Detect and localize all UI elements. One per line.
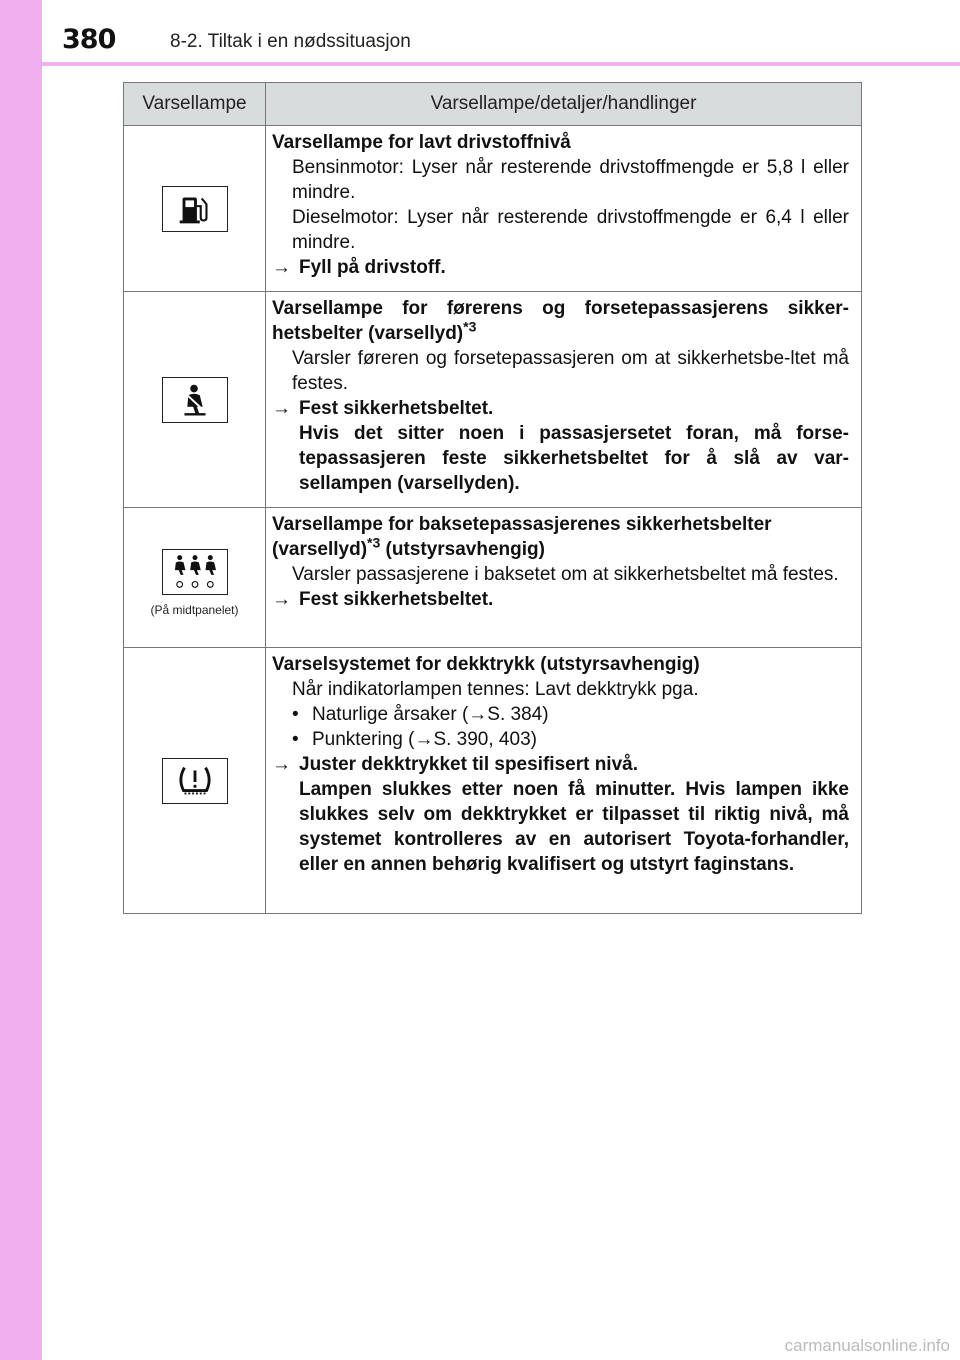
section-title: 8-2. Tiltak i en nødssituasjon <box>170 31 411 52</box>
action-text: Juster dekktrykket til spesifisert nivå. <box>299 754 638 775</box>
page-number: 380 <box>62 24 116 55</box>
description-cell <box>266 292 862 508</box>
list-item-text: Punktering (→S. 390, 403) <box>312 729 537 750</box>
rear-seatbelt-icon <box>162 549 228 595</box>
arrow-icon: → <box>272 257 291 278</box>
row-title-text: Varsellampe for baksetepassasjerenes sikkerhetsbelter (varsellyd) <box>272 514 772 560</box>
side-accent-bar <box>0 0 42 1360</box>
row-action <box>272 396 849 421</box>
icon-cell <box>124 292 266 508</box>
row-action <box>272 587 849 612</box>
bullet-icon: • <box>292 729 299 750</box>
action-text: Fest sikkerhetsbeltet. <box>299 589 494 610</box>
table-header-row <box>124 83 862 126</box>
table-row <box>124 126 862 292</box>
col2-header: Varsellampe/detaljer/handlinger <box>266 83 862 126</box>
arrow-icon: → <box>272 589 291 610</box>
list-item-text: Naturlige årsaker (→S. 384) <box>312 704 549 725</box>
footnote-marker: *3 <box>367 534 381 551</box>
row-title: Varsellampe for lavt drivstoffnivå <box>272 132 571 153</box>
footnote-marker: *3 <box>463 318 477 335</box>
row-body: Når indikatorlampen tennes: Lavt dekktrykk pga. <box>292 679 699 700</box>
row-action <box>272 255 849 280</box>
col1-header: Varsellampe <box>124 83 266 126</box>
fuel-pump-icon <box>162 186 228 232</box>
watermark-footer: carmanualsonline.info <box>784 1336 950 1355</box>
description-cell <box>266 126 862 292</box>
row-title <box>272 512 849 562</box>
list-item <box>272 727 849 752</box>
bullet-icon: • <box>292 704 299 725</box>
row-title-suffix: (utstyrsavhengig) <box>380 539 545 560</box>
action-detail: Hvis det sitter noen i passasjersetet foran, må forse-tepassasjeren feste sikkerhetsbeltet for å slå av var-sellampen (varsellyden). <box>299 423 849 494</box>
arrow-icon: → <box>272 754 291 775</box>
row-title <box>272 296 849 346</box>
row-action <box>272 752 849 777</box>
warning-lights-table <box>123 82 862 914</box>
table-row <box>124 648 862 914</box>
icon-cell <box>124 126 266 292</box>
row-line: Dieselmotor: Lyser når resterende drivstoffmengde er 6,4 l eller mindre. <box>292 207 849 253</box>
row-body: Varsler passasjerene i baksetet om at sikkerhetsbeltet må festes. <box>292 564 839 585</box>
row-title: Varselsystemet for dekktrykk (utstyrsavhengig) <box>272 654 700 675</box>
action-detail: Lampen slukkes etter noen få minutter. Hvis lampen ikke slukkes selv om dekktrykket er tilpasset til riktig nivå, må systemet kontrolleres av en autorisert Toyota-forhandler, eller en annen behørig kvalifisert og utstyrt faginstans. <box>299 779 849 875</box>
header-rule <box>42 62 960 66</box>
description-cell <box>266 508 862 648</box>
icon-note: (På midtpanelet) <box>150 602 239 617</box>
icon-cell <box>124 648 266 914</box>
icon-cell <box>124 508 266 648</box>
tire-pressure-icon <box>162 758 228 804</box>
action-text: Fest sikkerhetsbeltet. <box>299 398 494 419</box>
row-line: Bensinmotor: Lyser når resterende drivstoffmengde er 5,8 l eller mindre. <box>292 157 849 203</box>
seatbelt-icon <box>162 377 228 423</box>
action-text: Fyll på drivstoff. <box>299 257 446 278</box>
row-title-text: Varsellampe for førerens og forsetepassasjerens sikker-hetsbelter (varsellyd) <box>272 298 849 344</box>
arrow-icon: → <box>272 398 291 419</box>
table-row <box>124 292 862 508</box>
table-row <box>124 508 862 648</box>
description-cell <box>266 648 862 914</box>
row-body: Varsler føreren og forsetepassasjeren om at sikkerhetsbe-ltet må festes. <box>292 348 849 394</box>
list-item <box>272 702 849 727</box>
